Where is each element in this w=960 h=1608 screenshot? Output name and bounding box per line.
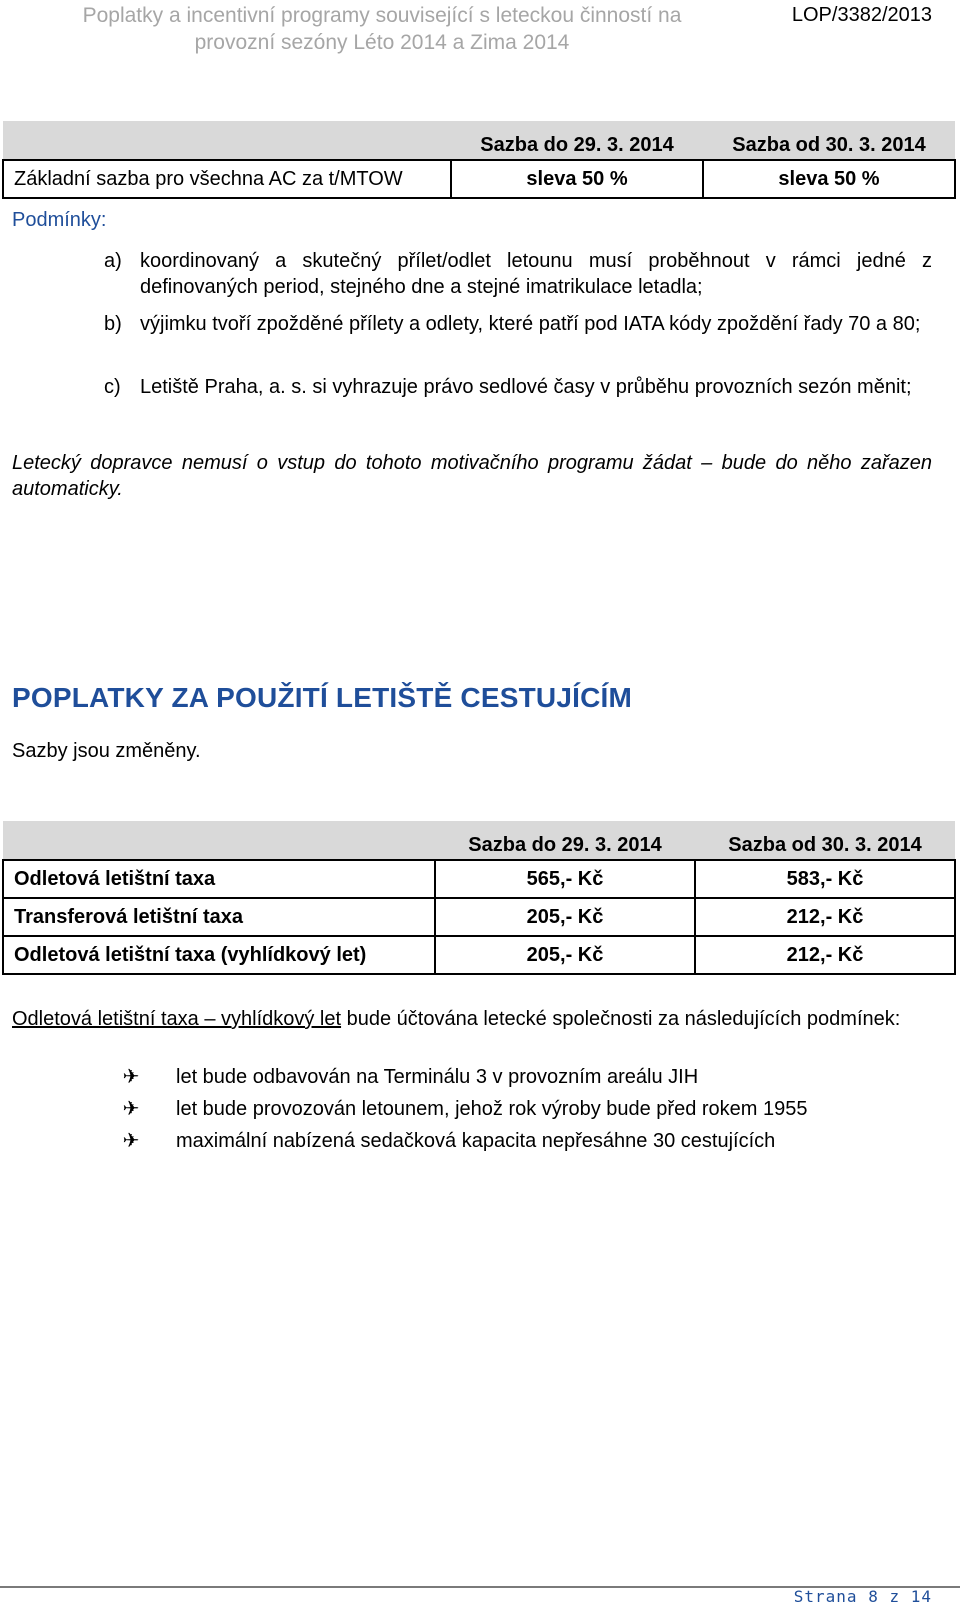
condition-text: výjimku tvoří zpožděné přílety a odlety, které patří pod IATA kódy zpoždění řady 70 a 80;	[140, 313, 921, 335]
table-header-row	[3, 121, 955, 160]
document-title-line2: provozní sezóny Léto 2014 a Zima 2014	[194, 31, 570, 54]
list-item-text: let bude provozován letounem, jehož rok výroby bude před rokem 1955	[176, 1098, 808, 1120]
billing-underlined-term: Odletová letištní taxa – vyhlídkový let	[12, 1008, 342, 1030]
conditions-title: Podmínky:	[12, 209, 107, 231]
list-item	[120, 1128, 920, 1154]
condition-item	[104, 248, 932, 300]
table-header-row	[3, 821, 955, 860]
billing-paragraph-text: bude účtována letecké společnosti za následujících podmínek:	[341, 1008, 901, 1030]
list-item-text: let bude odbavován na Terminálu 3 v provozním areálu JIH	[176, 1066, 699, 1088]
table-header-cell	[3, 121, 451, 160]
list-item-text: maximální nabízená sedačková kapacita nepřesáhne 30 cestujících	[176, 1130, 776, 1152]
table-cell-label: Transferová letištní taxa	[3, 898, 435, 936]
table-cell-label: Odletová letištní taxa	[3, 860, 435, 898]
page-number: Strana 8 z 14	[793, 1587, 932, 1606]
table-cell-value: 583,- Kč	[695, 860, 955, 898]
document-title-line1: Poplatky a incentivní programy související s leteckou činností na	[82, 4, 682, 27]
condition-item	[104, 311, 932, 337]
document-title	[52, 2, 712, 56]
table-cell-value: sleva 50 %	[703, 160, 955, 198]
automatic-inclusion-note: Letecký dopravce nemusí o vstup do tohoto motivačního programu žádat – bude do něho zařazen automaticky.	[12, 452, 932, 500]
condition-text: koordinovaný a skutečný přílet/odlet letounu musí proběhnout v rámci jedné z definovaných period, stejného dne a stejné imatrikulace letadla;	[140, 250, 932, 298]
list-item	[120, 1064, 920, 1090]
condition-letter: c)	[104, 376, 121, 398]
table-header-cell: Sazba od 30. 3. 2014	[695, 821, 955, 860]
table-cell-label: Odletová letištní taxa (vyhlídkový let)	[3, 936, 435, 974]
condition-letter: a)	[104, 250, 122, 272]
airplane-icon: ✈	[122, 1098, 140, 1120]
table-row	[3, 936, 955, 974]
condition-letter: b)	[104, 313, 122, 335]
airplane-icon: ✈	[122, 1066, 140, 1088]
table-header-cell	[3, 821, 435, 860]
table-cell-value: 212,- Kč	[695, 936, 955, 974]
billing-paragraph	[12, 1006, 932, 1032]
table-cell-value: 205,- Kč	[435, 936, 695, 974]
table-header-cell: Sazba do 29. 3. 2014	[435, 821, 695, 860]
table-cell-value: 212,- Kč	[695, 898, 955, 936]
list-item	[120, 1096, 920, 1122]
discount-table	[2, 121, 956, 199]
table-row	[3, 898, 955, 936]
condition-item	[104, 374, 932, 400]
passenger-fee-table	[2, 821, 956, 975]
condition-text: Letiště Praha, a. s. si vyhrazuje právo sedlové časy v průběhu provozních sezón měnit;	[140, 376, 912, 398]
table-header-cell: Sazba od 30. 3. 2014	[703, 121, 955, 160]
document-reference: LOP/3382/2013	[791, 4, 932, 26]
table-row	[3, 160, 955, 198]
section-heading: POPLATKY ZA POUŽITÍ LETIŠTĚ CESTUJÍCÍM	[12, 682, 633, 713]
table-cell-value: sleva 50 %	[451, 160, 703, 198]
table-cell-value: 565,- Kč	[435, 860, 695, 898]
table-header-cell: Sazba do 29. 3. 2014	[451, 121, 703, 160]
section-subtitle: Sazby jsou změněny.	[12, 740, 201, 762]
table-cell-label: Základní sazba pro všechna AC za t/MTOW	[3, 160, 451, 198]
table-cell-value: 205,- Kč	[435, 898, 695, 936]
airplane-icon: ✈	[122, 1130, 140, 1152]
table-row	[3, 860, 955, 898]
